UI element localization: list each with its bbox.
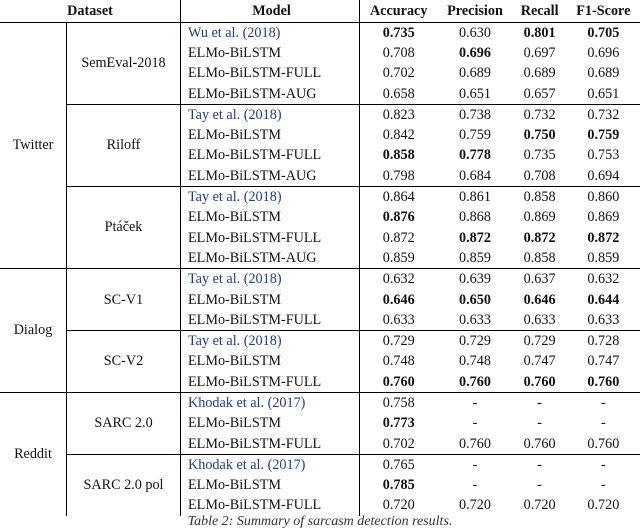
header-precision: Precision — [437, 0, 512, 22]
f1-score-cell: 0.753 — [587, 147, 620, 164]
accuracy-cell: 0.760 — [382, 373, 415, 390]
dataset-label: SC-V2 — [67, 330, 181, 392]
f1-score-cell: 0.859 — [587, 249, 620, 266]
precision-cell: - — [437, 392, 512, 413]
model-citation-link[interactable]: Tay et al. (2018) — [181, 104, 360, 125]
precision-cell: - — [437, 454, 512, 475]
f1-score-cell: 0.644 — [587, 291, 620, 308]
model-name: ELMo-BiLSTM-FULL — [181, 433, 360, 454]
precision-cell: 0.720 — [459, 497, 491, 514]
table-body — [0, 22, 640, 516]
header-row — [0, 0, 640, 22]
recall-cell: 0.735 — [523, 147, 556, 164]
precision-cell: 0.630 — [459, 24, 491, 41]
model-name: ELMo-BiLSTM — [181, 475, 360, 495]
header-model: Model — [181, 0, 360, 22]
recall-cell: - — [513, 392, 567, 413]
header-accuracy: Accuracy — [360, 0, 438, 22]
recall-cell: 0.747 — [523, 353, 556, 370]
accuracy-cell: 0.872 — [382, 229, 415, 246]
table-row — [0, 269, 640, 290]
precision-cell: 0.760 — [459, 435, 491, 452]
header-f1-score: F1-Score — [567, 0, 640, 22]
recall-cell: 0.646 — [523, 291, 556, 308]
f1-score-cell: 0.869 — [587, 209, 620, 226]
model-name: ELMo-BiLSTM-FULL — [181, 495, 360, 515]
header-recall: Recall — [513, 0, 567, 22]
recall-cell: 0.872 — [523, 229, 556, 246]
precision-cell: 0.868 — [459, 209, 491, 226]
model-citation-link[interactable]: Tay et al. (2018) — [181, 330, 360, 351]
header-dataset: Dataset — [0, 0, 181, 22]
f1-score-cell: 0.694 — [587, 167, 620, 184]
recall-cell: 0.858 — [513, 186, 567, 207]
precision-cell: 0.684 — [459, 167, 491, 184]
dataset-label: SC-V1 — [67, 269, 181, 331]
model-name: ELMo-BiLSTM-AUG — [181, 83, 360, 104]
accuracy-cell: 0.798 — [382, 167, 415, 184]
model-citation-link[interactable]: Tay et al. (2018) — [181, 269, 360, 290]
precision-cell: - — [472, 415, 478, 432]
f1-score-cell: 0.689 — [587, 65, 620, 82]
precision-cell: - — [472, 477, 478, 494]
precision-cell: 0.759 — [459, 127, 491, 144]
recall-cell: - — [537, 415, 542, 432]
accuracy-cell: 0.729 — [360, 330, 438, 351]
f1-score-cell: 0.760 — [587, 435, 620, 452]
precision-cell: 0.778 — [459, 147, 491, 164]
model-name: ELMo-BiLSTM-FULL — [181, 227, 360, 247]
precision-cell: 0.650 — [459, 291, 491, 308]
f1-score-cell: 0.860 — [567, 186, 640, 207]
model-name: ELMo-BiLSTM — [181, 413, 360, 433]
f1-score-cell: 0.728 — [567, 330, 640, 351]
accuracy-cell: 0.876 — [382, 209, 415, 226]
f1-score-cell: 0.633 — [587, 311, 620, 328]
domain-label: Reddit — [0, 392, 67, 515]
model-name: ELMo-BiLSTM-FULL — [181, 145, 360, 165]
dataset-label: SARC 2.0 pol — [67, 454, 181, 515]
accuracy-cell: 0.646 — [382, 291, 415, 308]
accuracy-cell: 0.632 — [360, 269, 438, 290]
model-citation-link[interactable]: Tay et al. (2018) — [181, 186, 360, 207]
model-name: ELMo-BiLSTM — [181, 207, 360, 227]
accuracy-cell: 0.633 — [382, 311, 415, 328]
table-row — [0, 186, 640, 207]
accuracy-cell: 0.735 — [382, 24, 415, 41]
f1-score-cell: 0.632 — [567, 269, 640, 290]
f1-score-cell: 0.696 — [587, 44, 620, 61]
accuracy-cell: 0.842 — [382, 127, 415, 144]
table-row — [0, 330, 640, 351]
accuracy-cell: 0.702 — [382, 65, 415, 82]
model-citation-link[interactable]: Khodak et al. (2017) — [181, 454, 360, 475]
dataset-label: Ptáček — [67, 186, 181, 268]
accuracy-cell: 0.702 — [382, 435, 415, 452]
accuracy-cell: 0.773 — [382, 415, 415, 432]
recall-cell: 0.637 — [513, 269, 567, 290]
model-citation-link[interactable]: Khodak et al. (2017) — [181, 392, 360, 413]
recall-cell: 0.858 — [523, 249, 556, 266]
recall-cell: 0.633 — [523, 311, 556, 328]
precision-cell: 0.748 — [459, 353, 491, 370]
f1-score-cell: 0.759 — [587, 127, 620, 144]
precision-cell: 0.689 — [459, 65, 491, 82]
recall-cell: 0.708 — [523, 167, 556, 184]
model-name: ELMo-BiLSTM-FULL — [181, 63, 360, 83]
model-citation-link[interactable]: Wu et al. (2018) — [181, 22, 360, 43]
recall-cell: 0.729 — [513, 330, 567, 351]
table-row — [0, 22, 640, 43]
precision-cell: 0.639 — [437, 269, 512, 290]
accuracy-cell: 0.785 — [382, 477, 415, 494]
domain-label: Dialog — [0, 269, 67, 393]
table-caption: Table 2: Summary of sarcasm detection results. — [187, 514, 453, 529]
recall-cell: 0.869 — [523, 209, 556, 226]
accuracy-cell: 0.859 — [382, 249, 415, 266]
f1-score-cell: 0.651 — [587, 85, 620, 102]
accuracy-cell: 0.748 — [382, 353, 415, 370]
model-name: ELMo-BiLSTM — [181, 43, 360, 63]
model-name: ELMo-BiLSTM-AUG — [181, 248, 360, 269]
domain-label: Twitter — [0, 22, 67, 269]
model-name: ELMo-BiLSTM-FULL — [181, 372, 360, 393]
precision-cell: 0.729 — [437, 330, 512, 351]
recall-cell: 0.801 — [523, 24, 556, 41]
recall-cell: 0.657 — [523, 85, 556, 102]
recall-cell: - — [513, 454, 567, 475]
recall-cell: 0.697 — [523, 44, 556, 61]
recall-cell: - — [537, 477, 542, 494]
model-name: ELMo-BiLSTM-AUG — [181, 166, 360, 187]
f1-score-cell: 0.720 — [587, 497, 620, 514]
accuracy-cell: 0.823 — [360, 104, 438, 125]
dataset-label: SARC 2.0 — [67, 392, 181, 454]
f1-score-cell: 0.732 — [567, 104, 640, 125]
f1-score-cell: 0.705 — [587, 24, 620, 41]
f1-score-cell: - — [600, 477, 606, 494]
accuracy-cell: 0.758 — [360, 392, 438, 413]
precision-cell: 0.696 — [459, 44, 491, 61]
accuracy-cell: 0.708 — [382, 44, 415, 61]
model-name: ELMo-BiLSTM — [181, 351, 360, 371]
f1-score-cell: 0.760 — [587, 373, 620, 390]
accuracy-cell: 0.864 — [360, 186, 438, 207]
recall-cell: 0.689 — [523, 65, 556, 82]
precision-cell: 0.861 — [437, 186, 512, 207]
dataset-label: SemEval-2018 — [67, 22, 181, 104]
precision-cell: 0.738 — [437, 104, 512, 125]
recall-cell: 0.720 — [523, 497, 556, 514]
precision-cell: 0.859 — [459, 249, 491, 266]
accuracy-cell: 0.858 — [382, 147, 415, 164]
f1-score-cell: 0.872 — [587, 229, 620, 246]
accuracy-cell: 0.720 — [382, 497, 415, 514]
precision-cell: 0.872 — [459, 229, 491, 246]
precision-cell: 0.651 — [459, 85, 491, 102]
f1-score-cell: - — [567, 454, 640, 475]
model-name: ELMo-BiLSTM-FULL — [181, 310, 360, 331]
precision-cell: 0.760 — [459, 373, 491, 390]
f1-score-cell: - — [567, 392, 640, 413]
model-name: ELMo-BiLSTM — [181, 289, 360, 309]
dataset-label: Riloff — [67, 104, 181, 186]
recall-cell: 0.760 — [523, 435, 556, 452]
accuracy-cell: 0.658 — [382, 85, 415, 102]
f1-score-cell: - — [600, 415, 606, 432]
recall-cell: 0.732 — [513, 104, 567, 125]
recall-cell: 0.750 — [523, 127, 556, 144]
table-row — [0, 104, 640, 125]
accuracy-cell: 0.765 — [360, 454, 438, 475]
precision-cell: 0.633 — [459, 311, 491, 328]
model-name: ELMo-BiLSTM — [181, 125, 360, 145]
f1-score-cell: 0.747 — [587, 353, 620, 370]
table-row — [0, 454, 640, 475]
table-row — [0, 392, 640, 413]
recall-cell: 0.760 — [523, 373, 556, 390]
